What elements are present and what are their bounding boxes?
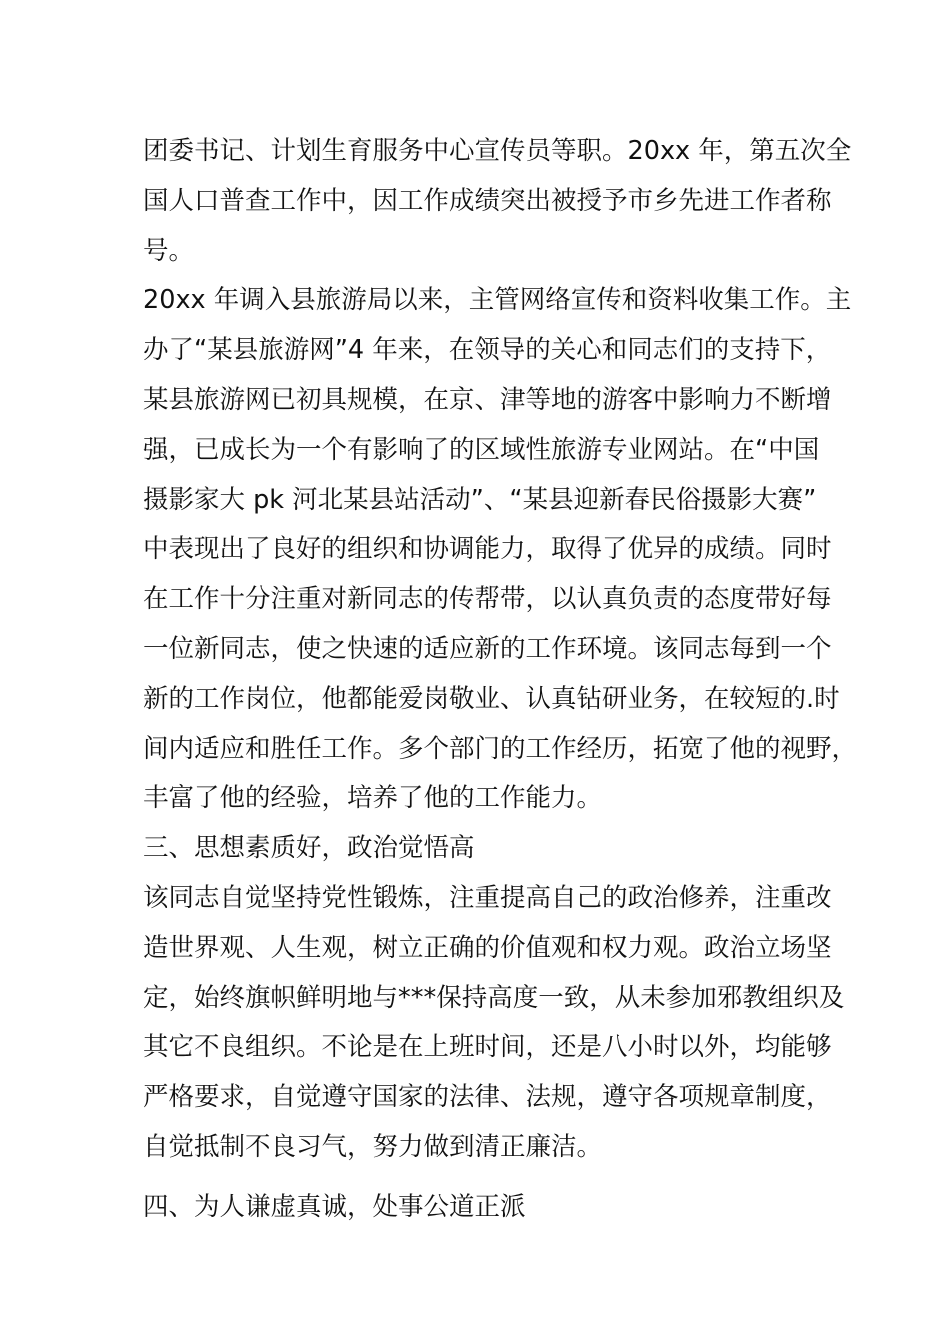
text-line: 严格要求，自觉遵守国家的法律、法规，遵守各项规章制度， bbox=[143, 1082, 832, 1113]
paragraph-1 bbox=[143, 127, 852, 276]
section-heading-4: 四、为人谦虚真诚，处事公道正派 bbox=[143, 1191, 526, 1222]
text-line: 办了“某县旅游网”4 年来，在领导的关心和同志们的支持下， bbox=[143, 335, 832, 366]
text-line: 造世界观、人生观，树立正确的价值观和权力观。政治立场坚 bbox=[143, 932, 832, 963]
paragraph-3 bbox=[143, 874, 843, 1173]
text-line: 号。 bbox=[143, 235, 195, 266]
section-heading-3: 三、思想素质好，政治觉悟高 bbox=[143, 833, 475, 864]
text-line: 该同志自觉坚持党性锻炼，注重提高自己的政治修养，注重改 bbox=[143, 882, 832, 913]
text-line: 其它不良组织。不论是在上班时间，还是八小时以外，均能够 bbox=[143, 1032, 832, 1063]
text-line: 团委书记、计划生育服务中心宣传员等职。20xx 年，第五次全 bbox=[143, 136, 852, 166]
text-line: 间内适应和胜任工作。多个部门的工作经历，拓宽了他的视野， bbox=[143, 733, 858, 764]
text-line: 定，始终旗帜鲜明地与***保持高度一致，从未参加邪教组织及 bbox=[143, 982, 845, 1013]
text-line: 一位新同志，使之快速的适应新的工作环境。该同志每到一个 bbox=[143, 633, 832, 664]
paragraph-2 bbox=[143, 276, 858, 824]
text-line: 20xx 年调入县旅游局以来，主管网络宣传和资料收集工作。主 bbox=[143, 285, 852, 316]
text-line: 新的工作岗位，他都能爱岗敬业、认真钻研业务，在较短的.时 bbox=[143, 683, 840, 714]
text-line: 中表现出了良好的组织和协调能力，取得了优异的成绩。同时 bbox=[143, 534, 832, 565]
text-line: 强，已成长为一个有影响了的区域性旅游专业网站。在“中国 bbox=[143, 434, 820, 465]
text-line: 在工作十分注重对新同志的传帮带，以认真负责的态度带好每 bbox=[143, 584, 832, 615]
text-line: 某县旅游网已初具规模，在京、津等地的游客中影响力不断增 bbox=[143, 384, 832, 415]
text-line: 自觉抵制不良习气，努力做到清正廉洁。 bbox=[143, 1131, 603, 1162]
text-line: 丰富了他的经验，培养了他的工作能力。 bbox=[143, 783, 603, 814]
document-body bbox=[143, 127, 858, 1233]
text-line: 国人口普查工作中，因工作成绩突出被授予市乡先进工作者称 bbox=[143, 185, 832, 216]
text-line: 摄影家大 pk 河北某县站活动”、“某县迎新春民俗摄影大赛” bbox=[143, 484, 817, 515]
